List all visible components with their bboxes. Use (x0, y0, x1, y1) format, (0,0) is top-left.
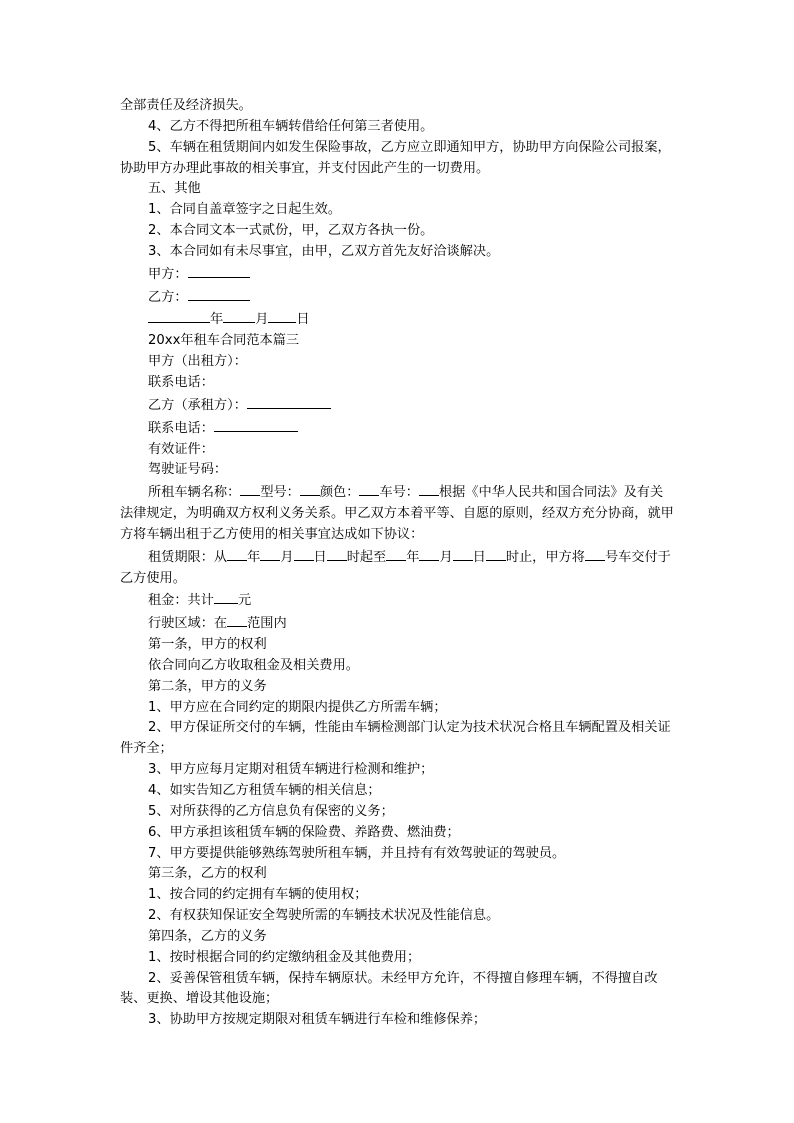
list-item: 3、协助甲方按规定期限对租赁车辆进行车检和维修保养； (148, 1012, 487, 1028)
label: 甲方： (148, 266, 188, 282)
text: 月 (439, 549, 453, 565)
blank-line (327, 546, 347, 561)
text: 年 (406, 549, 420, 565)
signature-line-party-a (120, 263, 676, 286)
text: 行驶区域：在 (148, 616, 228, 632)
label: 联系电话： (148, 420, 214, 436)
vehicle-paragraph (120, 481, 676, 546)
period-paragraph (120, 546, 676, 590)
blank-line (486, 546, 506, 561)
blank-line (227, 546, 247, 561)
blank-line (585, 546, 605, 561)
blank-line (268, 308, 296, 323)
article-heading: 第三条，乙方的权利 (148, 866, 267, 882)
blank-line (223, 308, 255, 323)
text: 车号： (379, 485, 419, 501)
paragraph: 全部责任及经济损失。 (120, 98, 252, 113)
blank-line (247, 394, 331, 409)
blank-line (419, 546, 439, 561)
article-heading: 第一条，甲方的权利 (148, 637, 267, 653)
area-field (120, 612, 676, 635)
date-line (120, 308, 676, 331)
paragraph: 4、乙方不得把所租车辆转借给任何第三者使用。 (148, 118, 434, 134)
label: 乙方（承租方）： (148, 397, 247, 413)
blank-line (260, 546, 280, 561)
text: 租赁期限：从 (148, 549, 228, 565)
blank-line (188, 286, 250, 301)
label: 年 (210, 312, 224, 328)
paragraph: 3、本合同如有未尽事宜，由甲，乙双方首先友好洽谈解决。 (148, 243, 500, 259)
list-item: 3、甲方应每月定期对租赁车辆进行检测和维护； (148, 762, 434, 778)
list-item: 2、妥善保管租赁车辆，保持车辆原状。未经甲方允许，不得擅自修理车辆，不得擅自改装、更换、增设其他设施； (120, 970, 658, 1007)
text: 型号： (260, 485, 300, 501)
blank-line (148, 308, 210, 323)
paragraph: 依合同向乙方收取租金及相关费用。 (148, 657, 359, 673)
text: 租金：共计 (148, 593, 214, 609)
label: 乙方： (148, 289, 188, 305)
blank-line (300, 481, 320, 496)
blank-line (214, 417, 298, 432)
phone-field: 联系电话： (148, 374, 214, 390)
text: 号车交付于乙方使用。 (120, 549, 671, 586)
list-item: 7、甲方要提供能够熟练驾驶所租车辆，并且持有有效驾驶证的驾驶员。 (148, 845, 566, 861)
blank-line (294, 546, 314, 561)
list-item: 1、按合同的约定拥有车辆的使用权； (148, 887, 368, 903)
article-heading: 第四条，乙方的义务 (148, 928, 267, 944)
blank-line (214, 589, 238, 604)
blank-line (386, 546, 406, 561)
paragraph: 5、车辆在租赁期间内如发生保险事故，乙方应立即通知甲方，协助甲方向保险公司报案，协助甲方办理此事故的相关事宜，并支付因此产生的一切费用。 (120, 139, 671, 176)
list-item: 2、有权获知保证安全驾驶所需的车辆技术状况及性能信息。 (148, 908, 500, 924)
text: 根据《中华人民共和国合同法》及有关法律规定，为明确双方权利义务关系。甲乙双方本着平等、自愿的原则，经双方充分协商，就甲方将车辆出租于乙方使用的相关事宜达成如下协议： (120, 485, 674, 542)
text: 元 (237, 593, 252, 609)
paragraph: 1、合同自盖章签字之日起生效。 (148, 202, 342, 218)
text: 年 (247, 549, 261, 565)
blank-line (227, 612, 247, 627)
label: 月 (255, 312, 269, 328)
list-item: 1、甲方应在合同约定的期限内提供乙方所需车辆； (148, 699, 447, 715)
list-item: 5、对所获得的乙方信息负有保密的义务； (148, 803, 394, 819)
blank-line (188, 263, 250, 278)
list-item: 2、甲方保证所交付的车辆，性能由车辆检测部门认定为技术状况合格且车辆配置及相关证件齐全； (120, 720, 671, 757)
paragraph: 2、本合同文本一式贰份，甲，乙双方各执一份。 (148, 223, 434, 239)
text: 颜色： (319, 485, 360, 501)
list-item: 1、按时根据合同的约定缴纳租金及其他费用； (148, 949, 421, 965)
text: 日 (472, 549, 486, 565)
label: 日 (296, 312, 310, 328)
phone-field (120, 417, 676, 440)
signature-line-party-b (120, 286, 676, 309)
blank-line (240, 481, 260, 496)
text: 范围内 (247, 616, 287, 632)
id-cert-field: 有效证件： (148, 441, 214, 457)
text: 月 (280, 549, 294, 565)
contract-body (120, 96, 676, 1031)
blank-line (359, 481, 379, 496)
list-item: 4、如实告知乙方租赁车辆的相关信息； (148, 783, 381, 798)
list-item: 6、甲方承担该租赁车辆的保险费、养路费、燃油费； (148, 824, 460, 840)
article-heading: 第二条，甲方的义务 (148, 678, 267, 694)
party-b-field (120, 394, 676, 417)
text: 日 (313, 549, 327, 565)
party-a-field: 甲方（出租方）： (148, 354, 247, 370)
document-title: 20xx年租车合同范本篇三 (148, 333, 300, 349)
text: 时止，甲方将 (505, 549, 585, 565)
license-field: 驾驶证号码： (148, 462, 228, 478)
text: 所租车辆名称： (148, 485, 241, 501)
text: 时起至 (346, 549, 387, 565)
rent-field (120, 589, 676, 612)
blank-line (419, 481, 439, 496)
blank-line (453, 546, 473, 561)
section-heading: 五、其他 (148, 181, 201, 197)
